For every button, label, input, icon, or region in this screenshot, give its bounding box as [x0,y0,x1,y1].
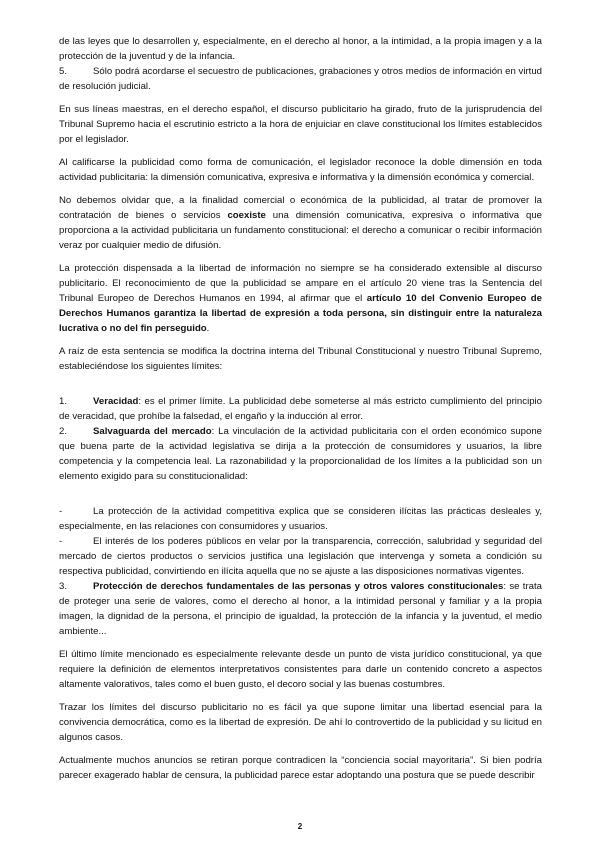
paragraph-text: Sólo podrá acordarse el secuestro de publicaciones, grabaciones y otros medios de información en virtud de resolución judicial. [59,66,542,92]
dash-text: El interés de los poderes públicos en velar por la transparencia, corrección, salubridad y seguridad del mercado de ciertos productos o servicios justifica una legislación que intervenga y someta a condición su respectiva publicidad, convirtiendo en ilícita aquella que no se ajuste a las disposiciones normativas vigentes. [59,536,542,577]
list-item [59,424,542,484]
document-page [59,34,542,783]
dash-mark: - [59,536,63,547]
list-item [59,579,542,639]
paragraph-text: La protección dispensada a la libertad de información no siempre se ha considerado extensible al discurso publicitario. El reconocimiento de que la publicidad se ampare en el artículo 20 viene tras la Sentencia del Tribunal Europeo de Derechos Humanos en 1994, al afirmar que el [59,263,542,304]
paragraph-text: . [206,323,210,334]
list-number: 3. [59,581,68,592]
paragraph: El último límite mencionado es especialmente relevante desde un punto de vista jurídico constitucional, ya que requiere la definición de elementos interpretativos consistentes para darle un contenido concreto a aspectos altamente valorativos, tales como el buen gusto, el decoro social y las buenas costumbres. [59,649,542,690]
paragraph-text: No debemos olvidar que, a la finalidad comercial o económica de la publicidad, al tratar de promover la contratación de bienes o servicios [59,195,542,221]
paragraph: Actualmente muchos anuncios se retiran porque contradicen la “conciencia social mayoritaria”. Si bien podría parecer exagerado hablar de censura, la publicidad parece estar adoptando una postura que se puede describir [59,755,542,781]
paragraph [59,261,542,336]
paragraph: Al calificarse la publicidad como forma de comunicación, el legislador reconoce la doble dimensión en toda actividad publicitaria: la dimensión comunicativa, expresiva e informativa y la dimensión económica y comercial. [59,157,542,183]
dash-item [59,534,542,579]
list-number: 5. [59,66,68,77]
list-item [59,394,542,424]
list-title: Salvaguarda del mercado [93,426,212,437]
list-text: : se trata de proteger una serie de valores, como el derecho al honor, a la intimidad personal y familiar y a la propia imagen, la dignidad de la persona, el principio de igualdad, la protección de la infancia y la juventud, el medio ambiente... [59,581,542,637]
list-text: : es el primer límite. La publicidad debe someterse al más estricto cumplimiento del principio de veracidad, que prohíbe la falsedad, el engaño y la inducción al error. [59,396,542,422]
bold-quote: artículo 10 del Convenio Europeo de Derechos Humanos garantiza la libertad de expresión a toda persona, sin distinguir entre la naturaleza lucrativa o no del fin perseguido [59,293,542,334]
bold-term: coexiste [227,210,266,221]
paragraph: A raíz de esta sentencia se modifica la doctrina interna del Tribunal Constitucional y nuestro Tribunal Supremo, estableciéndose los siguientes límites: [59,346,542,372]
numbered-paragraph [59,64,542,94]
dash-item [59,504,542,534]
dash-text: La protección de la actividad competitiva explica que se consideren ilícitas las prácticas desleales y, especialmente, en las relaciones con consumidores y usuarios. [59,506,542,532]
list-number: 2. [59,426,68,437]
page-number: 2 [297,822,303,831]
paragraph [59,193,542,253]
paragraph: de las leyes que lo desarrollen y, especialmente, en el derecho al honor, a la intimidad, a la propia imagen y a la protección de la juventud y de la infancia. [59,36,542,62]
paragraph-text: una dimensión comunicativa, expresiva o informativa que proporciona a la actividad publicitaria un fundamento constitucional: el derecho a comunicar o recibir información veraz por cualquier medio de difusión. [59,210,542,251]
dash-mark: - [59,506,63,517]
list-title: Veracidad [93,396,139,407]
list-number: 1. [59,396,68,407]
paragraph: En sus líneas maestras, en el derecho español, el discurso publicitario ha girado, fruto de la jurisprudencia del Tribunal Supremo hacia el escrutinio estricto a la hora de enjuiciar en clave constitucional los límites establecidos por el legislador. [59,104,542,145]
list-text: : La vinculación de la actividad publicitaria con el orden económico supone que buena parte de la actividad legislativa se dirija a la protección de consumidores y usuarios, la libre competencia y la competencia leal. La razonabilidad y la proporcionalidad de los límites a la publicidad son un elemento exigido para su constitucionalidad: [59,426,542,482]
list-title: Protección de derechos fundamentales de las personas y otros valores constitucionales [93,581,504,592]
paragraph: Trazar los límites del discurso publicitario no es fácil ya que supone limitar una libertad esencial para la convivencia democrática, como es la libertad de expresión. De ahí lo controvertido de la publicidad y su licitud en algunos casos. [59,702,542,743]
